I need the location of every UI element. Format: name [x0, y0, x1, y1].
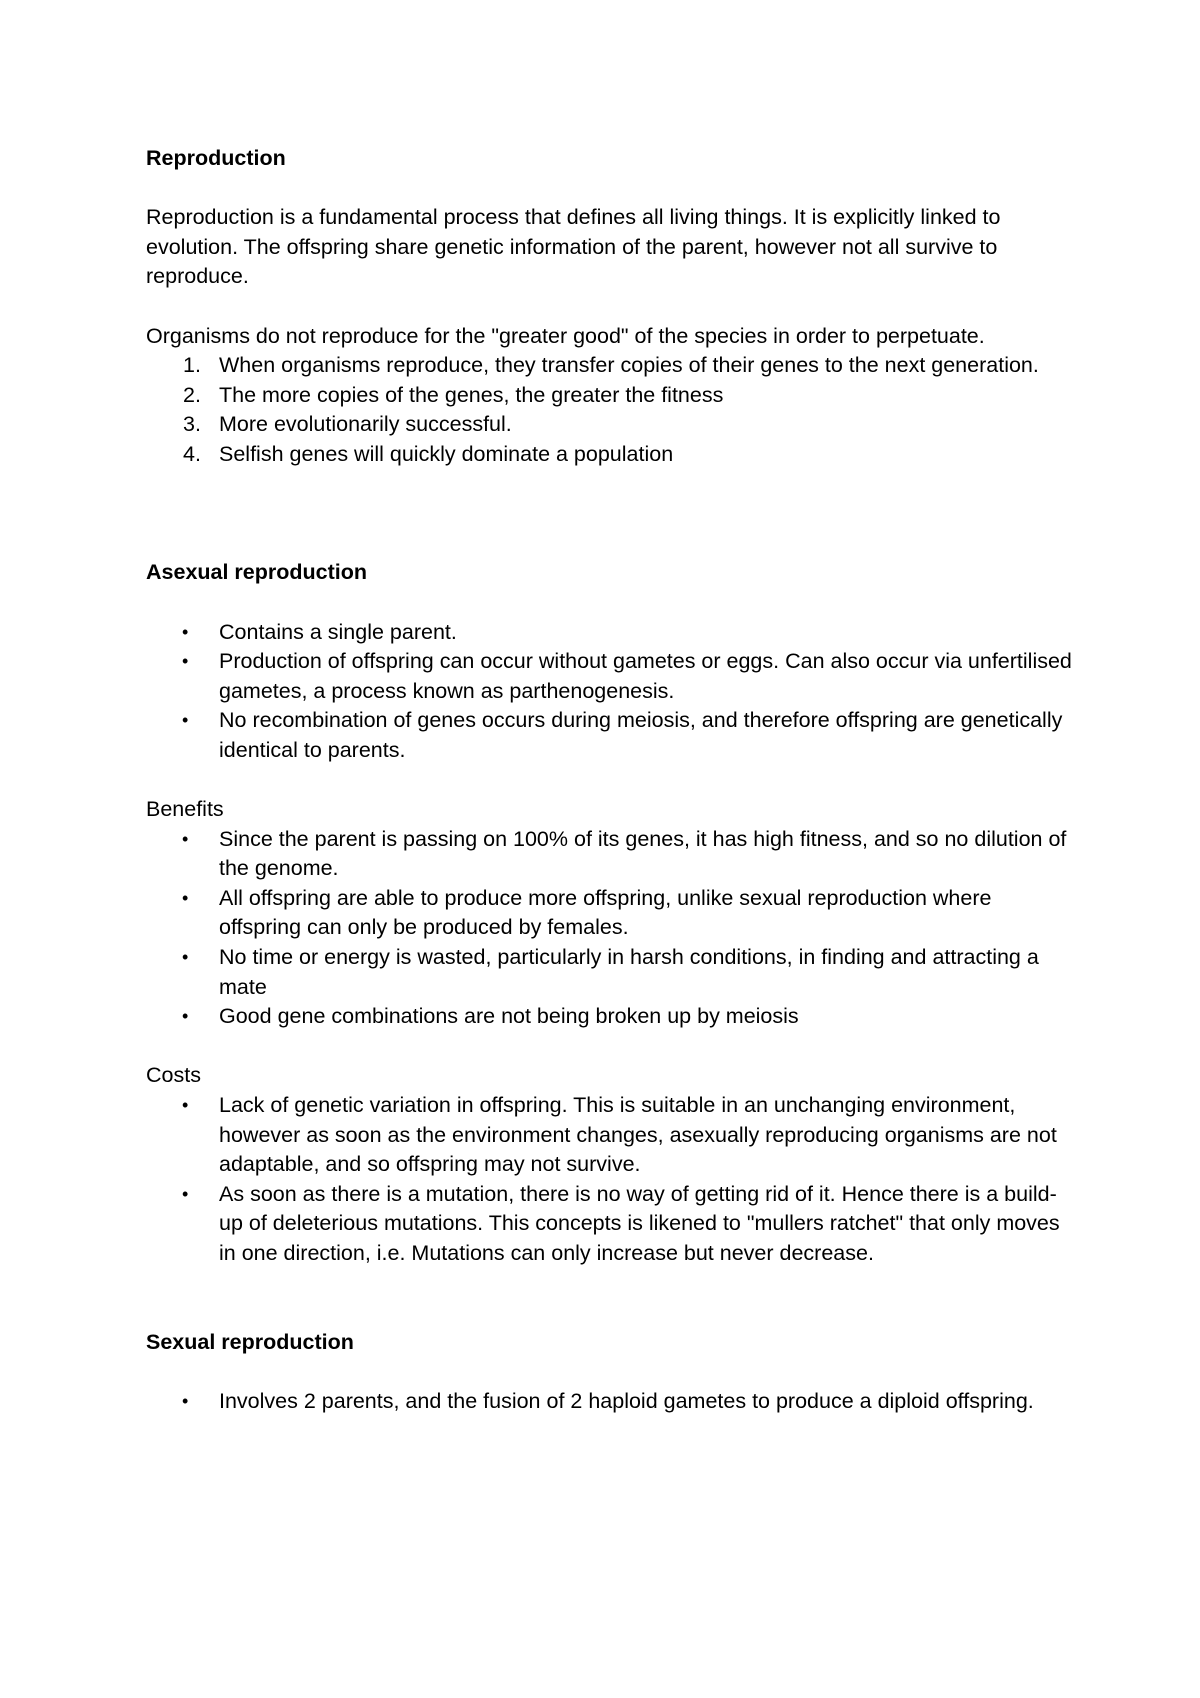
- list-item-text: Good gene combinations are not being broken up by meiosis: [219, 1004, 799, 1029]
- list-item-text: No time or energy is wasted, particularly in harsh conditions, in finding and attracting a mate: [219, 945, 1039, 999]
- section-heading-asexual: Asexual reproduction: [146, 560, 368, 585]
- lead-paragraph: Organisms do not reproduce for the "greater good" of the species in order to perpetuate.: [146, 323, 985, 348]
- bullet-icon: •: [182, 651, 189, 672]
- list-item: [146, 1180, 1076, 1269]
- section-heading-sexual: Sexual reproduction: [146, 1329, 354, 1354]
- list-number: 4.: [183, 441, 201, 466]
- list-item: [146, 1002, 1076, 1032]
- list-item-text: When organisms reproduce, they transfer copies of their genes to the next generation.: [219, 353, 1039, 378]
- bullet-icon: •: [182, 1183, 189, 1204]
- list-item: [146, 706, 1076, 765]
- list-item-text: More evolutionarily successful.: [219, 412, 512, 437]
- list-item: [146, 1091, 1076, 1180]
- list-item-text: Selfish genes will quickly dominate a population: [219, 441, 674, 466]
- list-item: [146, 943, 1076, 1002]
- benefits-list: [146, 825, 1076, 1032]
- bullet-icon: •: [182, 621, 189, 642]
- list-item: [146, 825, 1076, 884]
- list-number: 2.: [183, 382, 201, 407]
- intro-paragraph: Reproduction is a fundamental process that defines all living things. It is explicitly linked to evolution. The offspring share genetic information of the parent, however not all survive to reproduce.: [146, 205, 1001, 289]
- bullet-icon: •: [182, 1095, 189, 1115]
- bullet-icon: •: [182, 710, 189, 731]
- list-item-text: The more copies of the genes, the greater the fitness: [219, 382, 724, 407]
- list-item-text: Since the parent is passing on 100% of its genes, it has high fitness, and so no dilution of the genome.: [219, 826, 1067, 881]
- list-item: [146, 884, 1076, 943]
- list-item-text: No recombination of genes occurs during meiosis, and therefore offspring are genetically identical to parents.: [219, 708, 1063, 762]
- asexual-bullet-list: [146, 618, 1076, 766]
- list-item-text: As soon as there is a mutation, there is no way of getting rid of it. Hence there is a build-up of deleterious mutations. This concepts is likened to "mullers ratchet" that only moves in one direction, i.e. Mutations can only increase but never decrease.: [219, 1181, 1060, 1265]
- list-item: [146, 618, 1076, 648]
- list-item: [146, 351, 1076, 381]
- list-number: 3.: [183, 412, 201, 437]
- subheading-costs: Costs: [146, 1063, 201, 1088]
- list-item: [146, 1387, 1076, 1417]
- list-number: 1.: [183, 353, 201, 378]
- list-item: [146, 410, 1076, 440]
- list-item-text: Involves 2 parents, and the fusion of 2 haploid gametes to produce a diploid offspring.: [219, 1388, 1034, 1413]
- list-item: [146, 647, 1076, 706]
- bullet-icon: •: [182, 1390, 189, 1411]
- subheading-benefits: Benefits: [146, 797, 224, 822]
- bullet-icon: •: [182, 828, 189, 849]
- sexual-bullet-list: [146, 1387, 1076, 1417]
- list-item: [146, 381, 1076, 411]
- list-item-text: All offspring are able to produce more offspring, unlike sexual reproduction where offspring can only be produced by females.: [219, 885, 992, 940]
- list-item: [146, 440, 1076, 470]
- section-heading-reproduction: Reproduction: [146, 146, 286, 170]
- list-item-text: Contains a single parent.: [219, 619, 457, 644]
- document-body: [146, 144, 1076, 1417]
- bullet-icon: •: [182, 1006, 189, 1027]
- bullet-icon: •: [182, 887, 189, 908]
- bullet-icon: •: [182, 947, 189, 968]
- list-item-text: Lack of genetic variation in offspring. This is suitable in an unchanging environment, however as soon as the environment changes, asexually reproducing organisms are not adaptable, and so offspring may not survive.: [219, 1093, 1057, 1177]
- numbered-list: [146, 351, 1076, 469]
- costs-list: [146, 1091, 1076, 1269]
- list-item-text: Production of offspring can occur without gametes or eggs. Can also occur via unfertilised gametes, a process known as parthenogenesis.: [219, 649, 1072, 703]
